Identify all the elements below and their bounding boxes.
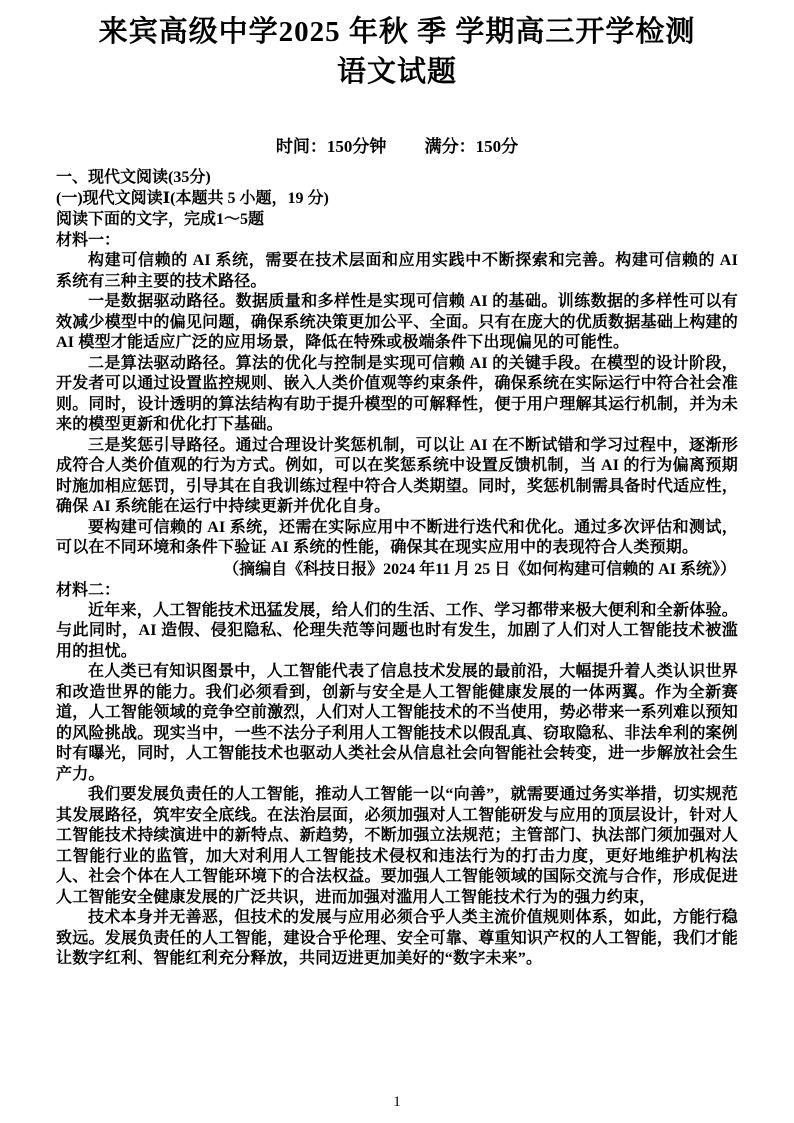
material2-label: 材料二： — [56, 581, 121, 599]
page-number: 1 — [393, 1094, 401, 1110]
exam-title-line1: 来宾高级中学2025 年秋 季 学期高三开学检测 — [98, 16, 696, 48]
material1-attribution: （摘编自《科技日报》2024 年11 月 25 日《如何构建可信赖的 AI 系统》） — [223, 560, 736, 578]
material2-paragraph-2: 在人类已有知识图景中，人工智能代表了信息技术发展的最前沿，大幅提升着人类认识世界和改造世界的能力。我们必须看到，创新与安全是人工智能健康发展的一体两翼。作为全新赛道，人工智能领域的竞争空前激烈，人们对人工智能技术的不当使用，势必带来一系列难以预知的风险挑战。现实当中，一些不法分子利用人工智能技术以假乱真、窃取隐私、非法牟利的案例时有曝光，同时，人工智能技术也驱动人类社会从信息社会向智能社会转变，进一步解放社会生产力。 — [56, 663, 738, 783]
material1-paragraph-1: 构建可信赖的 AI 系统，需要在技术层面和应用实践中不断探索和完善。构建可信赖的 AI 系统有三种主要的技术路径。 — [56, 252, 738, 290]
material1-paragraph-3: 二是算法驱动路径。算法的优化与控制是实现可信赖 AI 的关键手段。在模型的设计阶段，开发者可以通过设置监控规则、嵌入人类价值观等约束条件，确保系统在实际运行中符合社会准则。同时，设计透明的算法结构有助于提升模型的可解释性，便于用户理解其运行机制，并为未来的模型更新和优化打下基础。 — [56, 354, 738, 433]
material1-paragraph-4: 三是奖惩引导路径。通过合理设计奖惩机制，可以让 AI 在不断试错和学习过程中，逐渐形成符合人类价值观的行为方式。例如，可以在奖惩系统中设置反馈机制，当 AI 的行为偏离预期时施加相应惩罚，引导其在自我训练过程中符合人类期望。同时，奖惩机制需具备时代适应性，确保 AI 系统能在运行中持续更新并优化自身。 — [56, 436, 738, 515]
material2-paragraph-3: 我们要发展负责任的人工智能，推动人工智能一以“向善”，就需要通过务实举措，切实规范其发展路径，筑牢安全底线。在法治层面，必须加强对人工智能研发与应用的顶层设计，针对人工智能技术持续演进中的新特点、新趋势，不断加强立法规范；主管部门、执法部门须加强对人工智能行业的监管，加大对利用人工智能技术侵权和违法行为的打击力度，更好地维护机构法人、社会个体在人工智能环境下的合法权益。要加强人工智能领域的国际交流与合作，形成促进人工智能安全健康发展的广泛共识，进而加强对滥用人工智能技术行为的强力约束， — [56, 786, 738, 906]
reading-instruction: 阅读下面的文字，完成1～5题 — [56, 211, 265, 228]
exam-title-line2: 语文试题 — [336, 56, 457, 88]
material2-paragraph-1: 近年来，人工智能技术迅猛发展，给人们的生活、工作、学习都带来极大便利和全新体验。与此同时，AI 造假、侵犯隐私、伦理失范等问题也时有发生，加剧了人们对人工智能技术被滥用的担忧。 — [56, 601, 738, 660]
section-heading-modern-reading: 一、现代文阅读(35分) — [56, 169, 211, 186]
exam-score: 满分：150分 — [424, 137, 519, 156]
subsection-heading-reading-1: (一)现代文阅读Ⅰ(本题共 5 小题，19 分) — [56, 190, 329, 207]
material1-label: 材料一： — [56, 232, 121, 249]
material2-paragraph-4: 技术本身并无善恶，但技术的发展与应用必须合乎人类主流价值规则体系，如此，方能行稳致远。发展负责任的人工智能，建设合乎伦理、安全可靠、尊重知识产权的人工智能，我们才能让数字红利、智能红利充分释放，共同迈进更加美好的“数字未来”。 — [56, 909, 738, 967]
material1-paragraph-2: 一是数据驱动路径。数据质量和多样性是实现可信赖 AI 的基础。训练数据的多样性可以有效减少模型中的偏见问题，确保系统决策更加公平、全面。只有在庞大的优质数据基础上构建的 AI 模型才能适应广泛的应用场景，降低在特殊或极端条件下出现偏见的可能性。 — [56, 293, 738, 351]
material1-paragraph-5: 要构建可信赖的 AI 系统，还需在实际应用中不断进行迭代和优化。通过多次评估和测试，可以在不同环境和条件下验证 AI 系统的性能，确保其在现实应用中的表现符合人类预期。 — [56, 518, 738, 556]
exam-meta-line — [56, 132, 738, 157]
exam-time: 时间：150分钟 — [275, 137, 387, 156]
